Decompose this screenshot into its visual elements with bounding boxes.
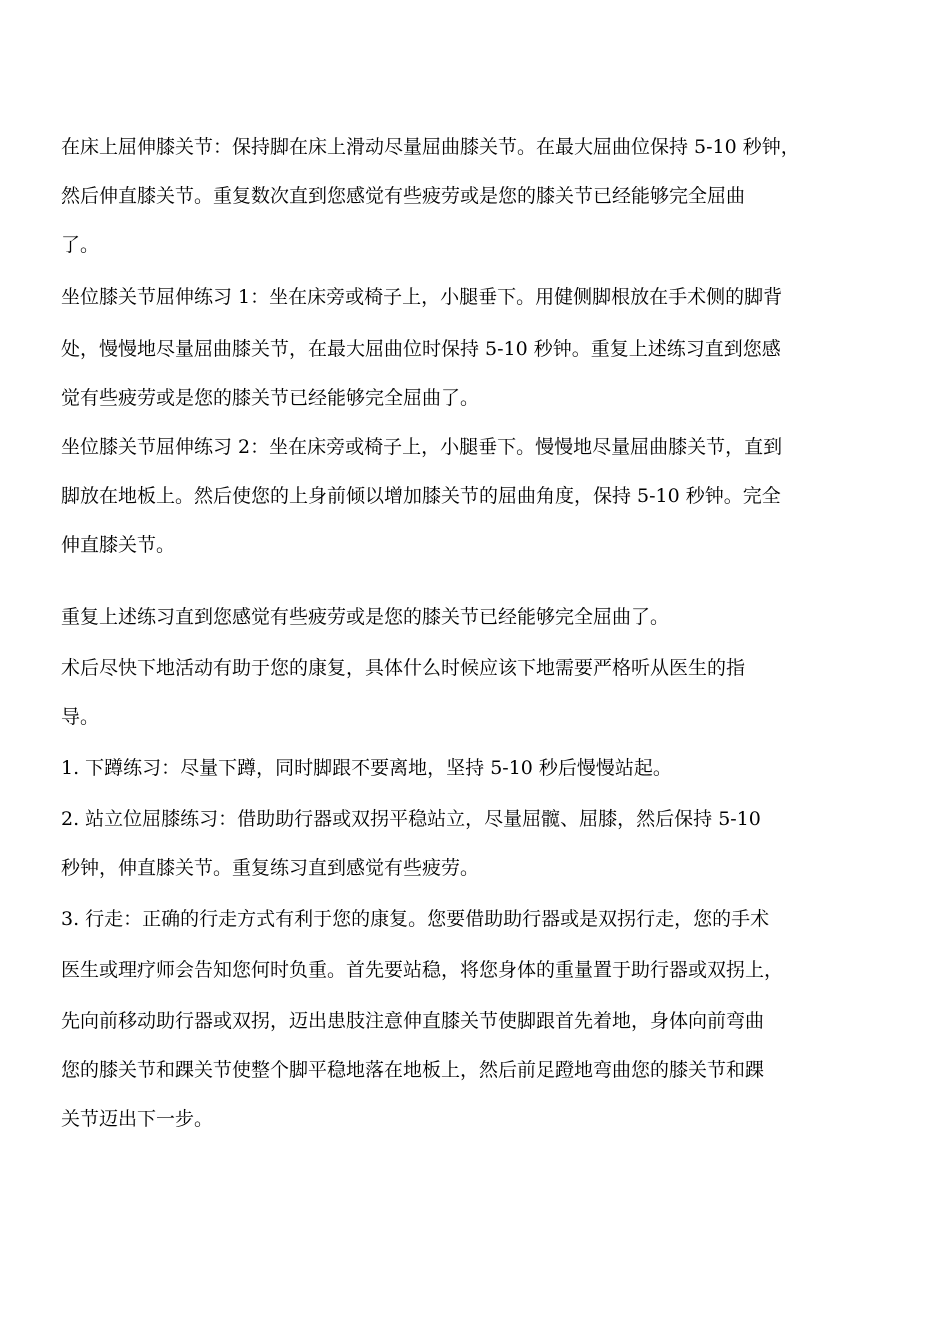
text-line: 觉有些疲劳或是您的膝关节已经能够完全屈曲了。 [61,387,480,409]
text-line: 坐位膝关节屈伸练习 1：坐在床旁或椅子上，小腿垂下。用健侧脚根放在手术侧的脚背 [61,286,783,308]
text-line: 在床上屈伸膝关节：保持脚在床上滑动尽量屈曲膝关节。在最大屈曲位保持 5-10 秒钟， [61,136,800,158]
text-line: 重复上述练习直到您感觉有些疲劳或是您的膝关节已经能够完全屈曲了。 [61,606,670,628]
text-line: 1. 下蹲练习：尽量下蹲，同时脚跟不要离地，坚持 5-10 秒后慢慢站起。 [61,757,672,779]
text-line: 伸直膝关节。 [61,534,176,556]
text-line: 3. 行走：正确的行走方式有利于您的康复。您要借助助行器或是双拐行走，您的手术 [61,908,770,930]
text-line: 术后尽快下地活动有助于您的康复，具体什么时候应该下地需要严格听从医生的指 [61,657,746,679]
text-line: 坐位膝关节屈伸练习 2：坐在床旁或椅子上，小腿垂下。慢慢地尽量屈曲膝关节，直到 [61,436,783,458]
text-line: 然后伸直膝关节。重复数次直到您感觉有些疲劳或是您的膝关节已经能够完全屈曲 [61,185,746,207]
text-line: 了。 [61,234,100,256]
text-line: 先向前移动助行器或双拐，迈出患肢注意伸直膝关节使脚跟首先着地，身体向前弯曲 [61,1010,765,1032]
text-line: 您的膝关节和踝关节使整个脚平稳地落在地板上，然后前足蹬地弯曲您的膝关节和踝 [61,1059,765,1081]
text-line: 关节迈出下一步。 [61,1108,214,1130]
text-line: 2. 站立位屈膝练习：借助助行器或双拐平稳站立，尽量屈髋、屈膝，然后保持 5-10 [61,808,761,830]
text-line: 导。 [61,706,100,728]
text-line: 处，慢慢地尽量屈曲膝关节，在最大屈曲位时保持 5-10 秒钟。重复上述练习直到您感 [61,338,781,360]
text-line: 脚放在地板上。然后使您的上身前倾以增加膝关节的屈曲角度，保持 5-10 秒钟。完全 [61,485,781,507]
text-line: 秒钟，伸直膝关节。重复练习直到感觉有些疲劳。 [61,857,480,879]
text-line: 医生或理疗师会告知您何时负重。首先要站稳，将您身体的重量置于助行器或双拐上， [61,959,784,981]
